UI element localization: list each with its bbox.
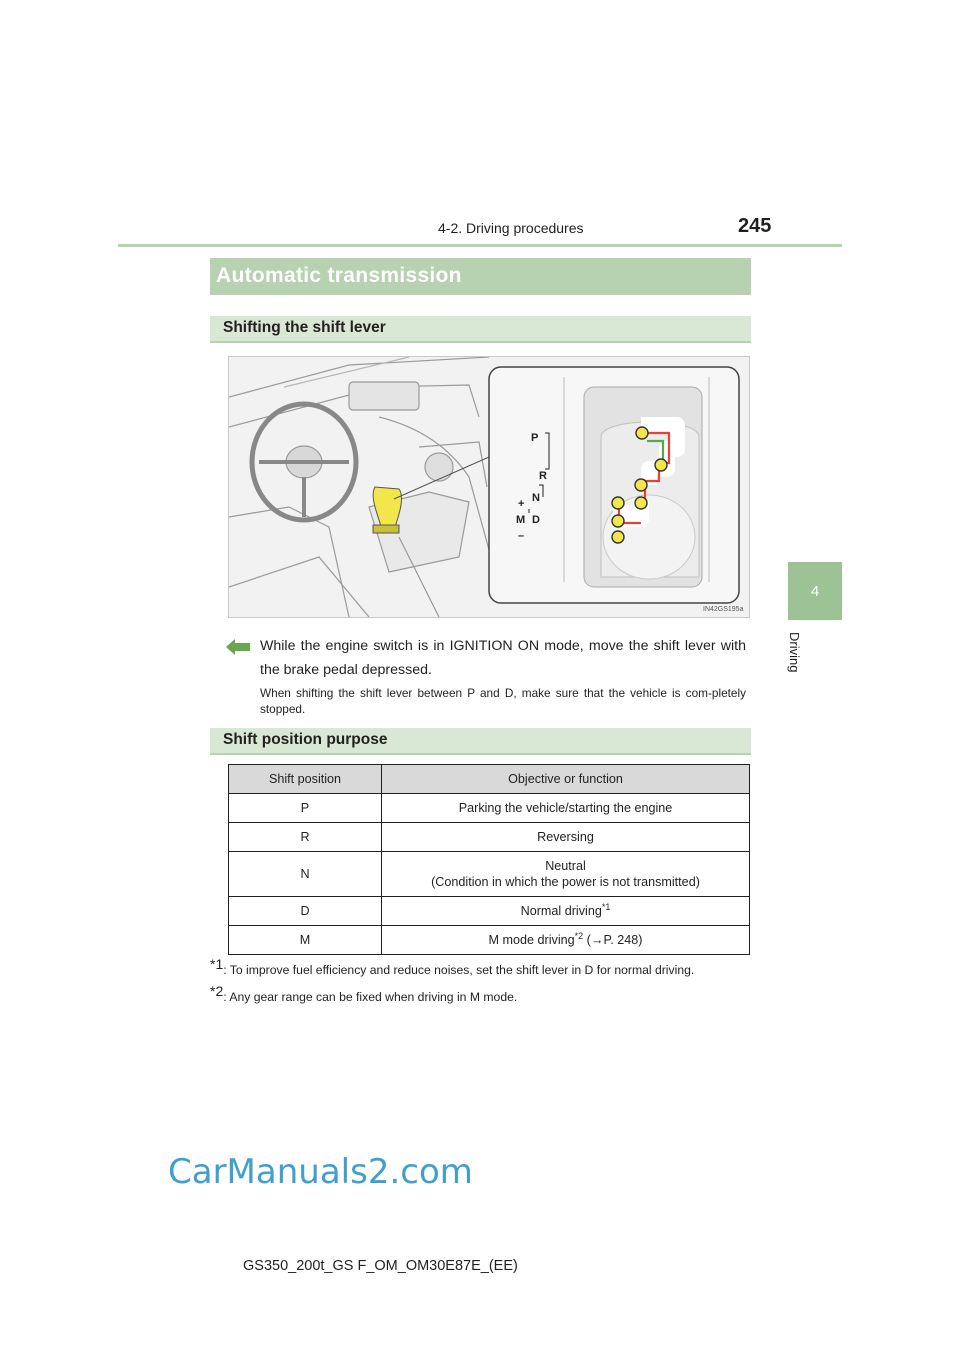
illustration-svg (229, 357, 749, 617)
figure-code: IN42GS195a (703, 606, 744, 613)
car-interior-drawing (229, 357, 491, 617)
function-text: M mode driving (488, 933, 575, 947)
section-heading-purpose (210, 728, 751, 755)
instruction-text: While the engine switch is in IGNITION ON mode, move the shift lever with the brake pedal depressed. (260, 638, 746, 678)
column-header: Shift position (229, 765, 382, 794)
function-cell (382, 852, 750, 897)
function-cell (382, 926, 750, 955)
section-heading-shifting (210, 316, 751, 343)
function-text: Normal driving (520, 904, 602, 918)
gate-label-n: N (532, 492, 540, 504)
table-header-row (229, 765, 750, 794)
position-cell: D (229, 897, 382, 926)
gate-knob-r (655, 459, 667, 471)
chapter-number: 4 (810, 582, 820, 600)
position-cell: P (229, 794, 382, 823)
footnote-2 (210, 982, 755, 1004)
footnote-ref: *2 (574, 930, 584, 941)
gate-label-r: R (539, 470, 547, 482)
shift-lever-illustration (228, 356, 750, 618)
gate-label-minus: – (518, 530, 525, 542)
page-number: 245 (738, 215, 772, 237)
gate-label-d: D (532, 514, 540, 526)
footnote-text: : Any gear range can be fixed when driving in M mode. (223, 990, 518, 1004)
footnote-ref: *1 (601, 901, 611, 912)
gate-knob-p (636, 427, 648, 439)
document-code: GS350_200t_GS F_OM_OM30E87E_(EE) (243, 1258, 518, 1274)
function-cell: Parking the vehicle/starting the engine (382, 794, 750, 823)
header-section: 4-2. Driving procedures (438, 220, 584, 236)
section-heading-text: Shifting the shift lever (223, 319, 386, 336)
function-subtext: (Condition in which the power is not transmitted) (431, 875, 700, 889)
position-cell: M (229, 926, 382, 955)
table-row (229, 794, 750, 823)
footnote-1 (210, 955, 755, 977)
section-heading-text: Shift position purpose (223, 731, 388, 748)
gate-label-p: P (531, 432, 539, 444)
footnote-text: : To improve fuel efficiency and reduce noises, set the shift lever in D for normal driving. (223, 963, 695, 977)
gate-label-plus: + (518, 498, 525, 510)
gate-knob-plus (612, 497, 624, 509)
function-cell (382, 897, 750, 926)
gate-knob-d (635, 497, 647, 509)
gate-knob-minus (612, 531, 624, 543)
table-row (229, 852, 750, 897)
header-rule (118, 244, 842, 247)
gate-knob-m (612, 515, 624, 527)
chapter-tab[interactable] (788, 562, 842, 620)
position-cell: N (229, 852, 382, 897)
chapter-label: Driving (787, 632, 802, 673)
table-row (229, 897, 750, 926)
function-cell: Reversing (382, 823, 750, 852)
table-row (229, 926, 750, 955)
column-header: Objective or function (382, 765, 750, 794)
position-cell: R (229, 823, 382, 852)
arrow-left-icon (226, 638, 250, 656)
page-title: Automatic transmission (216, 264, 462, 287)
shift-position-table (228, 764, 750, 955)
shift-knob-small (373, 487, 402, 533)
function-text: Neutral (545, 859, 586, 873)
watermark-link[interactable]: CarManuals2.com (168, 1152, 473, 1192)
caution-note: When shifting the shift lever between P and D, make sure that the vehicle is com-pletely stopped. (260, 686, 746, 716)
gate-knob-n (635, 479, 647, 491)
footnote-mark: *1 (210, 955, 224, 972)
page-reference-link[interactable]: (→P. 248) (583, 933, 643, 947)
table-row (229, 823, 750, 852)
footnote-mark: *2 (210, 982, 224, 999)
page-title-band (210, 258, 751, 295)
gate-label-m: M (516, 514, 526, 526)
